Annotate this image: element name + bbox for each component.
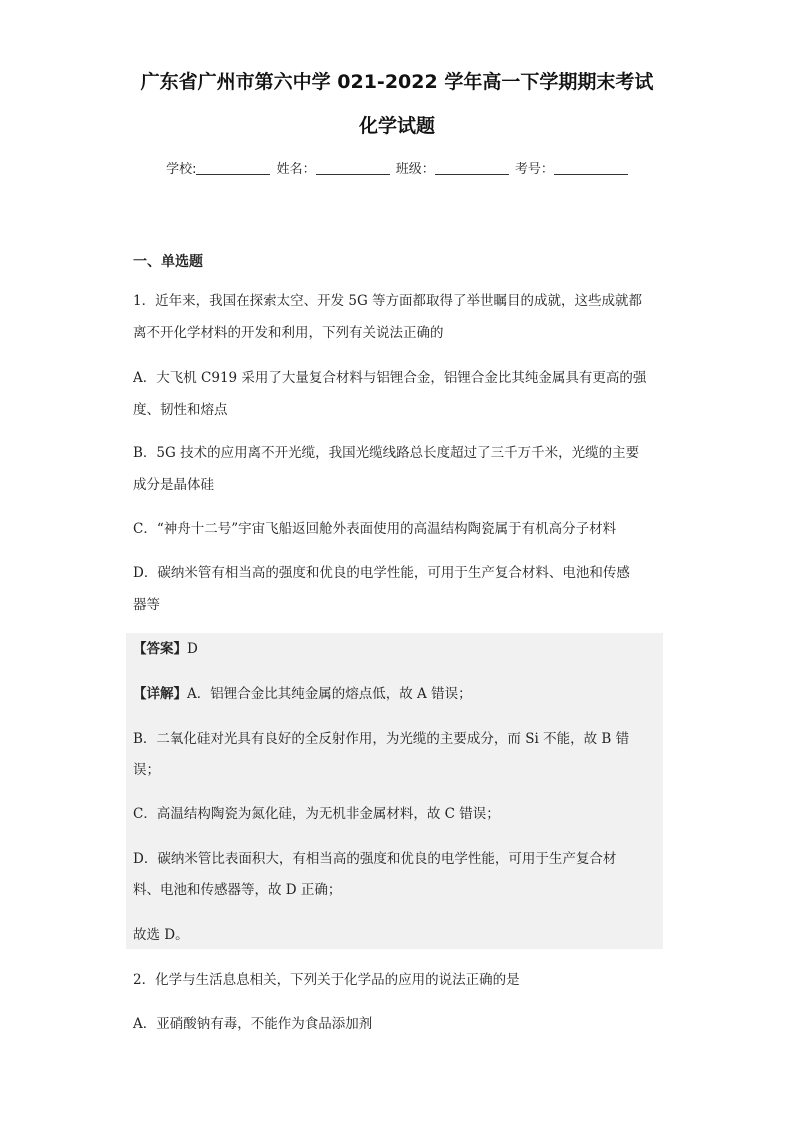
answer-tag: 【答案】 bbox=[133, 641, 187, 657]
q1-detail-line6: 料、电池和传感器等，故 D 正确； bbox=[133, 882, 342, 898]
school-label: 学校: bbox=[166, 162, 197, 177]
q1-stem-line1: 1．近年来，我国在探索太空、开发 5G 等方面都取得了举世瞩目的成就，这些成就都 bbox=[133, 293, 643, 309]
q2-option-a-line1: A．亚硝酸钠有毒，不能作为食品添加剂 bbox=[133, 1016, 373, 1032]
detail-text-a: A．铝锂合金比其纯金属的熔点低，故 A 错误； bbox=[187, 686, 472, 702]
q2-stem-line1: 2．化学与生活息息相关，下列关于化学品的应用的说法正确的是 bbox=[133, 972, 520, 988]
exam-number-field bbox=[515, 158, 628, 177]
section-heading: 一、单选题 bbox=[133, 254, 203, 270]
q1-answer bbox=[133, 639, 198, 659]
q1-option-d-line1: D．碳纳米管有相当高的强度和优良的电学性能，可用于生产复合材料、电池和传感 bbox=[133, 565, 630, 581]
q1-option-a-line2: 度、韧性和熔点 bbox=[133, 402, 228, 418]
q1-option-d-line2: 器等 bbox=[133, 597, 160, 613]
q1-detail-line5: D．碳纳米管比表面积大，有相当高的强度和优良的电学性能，可用于生产复合材 bbox=[133, 851, 617, 867]
q1-detail-line1 bbox=[133, 684, 472, 704]
q1-stem-line2: 离不开化学材料的开发和利用，下列有关说法正确的 bbox=[133, 325, 444, 341]
q1-detail-line3: 误； bbox=[133, 762, 160, 778]
school-field bbox=[166, 158, 270, 177]
name-blank[interactable] bbox=[316, 161, 390, 175]
class-field bbox=[396, 158, 509, 177]
school-blank[interactable] bbox=[196, 161, 270, 175]
q1-detail-line4: C．高温结构陶瓷为氮化硅，为无机非金属材料，故 C 错误； bbox=[133, 806, 500, 822]
q1-detail-line2: B．二氧化硅对光具有良好的全反射作用，为光缆的主要成分，而 Si 不能，故 B 错 bbox=[133, 731, 630, 747]
q1-option-a-line1: A．大飞机 C919 采用了大量复合材料与铝锂合金，铝锂合金比其纯金属具有更高的强 bbox=[133, 370, 647, 386]
class-label: 班级： bbox=[395, 162, 435, 177]
name-label: 姓名： bbox=[276, 162, 316, 177]
q1-option-b-line2: 成分是晶体硅 bbox=[133, 477, 214, 493]
answer-explanation-box bbox=[126, 633, 663, 949]
student-info-row bbox=[0, 158, 794, 177]
exam-subtitle: 化学试题 bbox=[358, 115, 435, 137]
exam-title: 广东省广州市第六中学 021-2022 学年高一下学期期末考试 bbox=[140, 71, 654, 93]
q1-option-b-line1: B．5G 技术的应用离不开光缆，我国光缆线路总长度超过了三千万千米，光缆的主要 bbox=[133, 445, 640, 461]
q1-option-c-line1: C．“神舟十二号”宇宙飞船返回舱外表面使用的高温结构陶瓷属于有机高分子材料 bbox=[133, 521, 617, 537]
q1-detail-line7: 故选 D。 bbox=[133, 927, 189, 943]
detail-tag: 【详解】 bbox=[133, 686, 187, 702]
exam-number-label: 考号： bbox=[514, 162, 554, 177]
exam-number-blank[interactable] bbox=[554, 161, 628, 175]
answer-value: D bbox=[187, 641, 198, 657]
name-field bbox=[277, 158, 390, 177]
class-blank[interactable] bbox=[435, 161, 509, 175]
